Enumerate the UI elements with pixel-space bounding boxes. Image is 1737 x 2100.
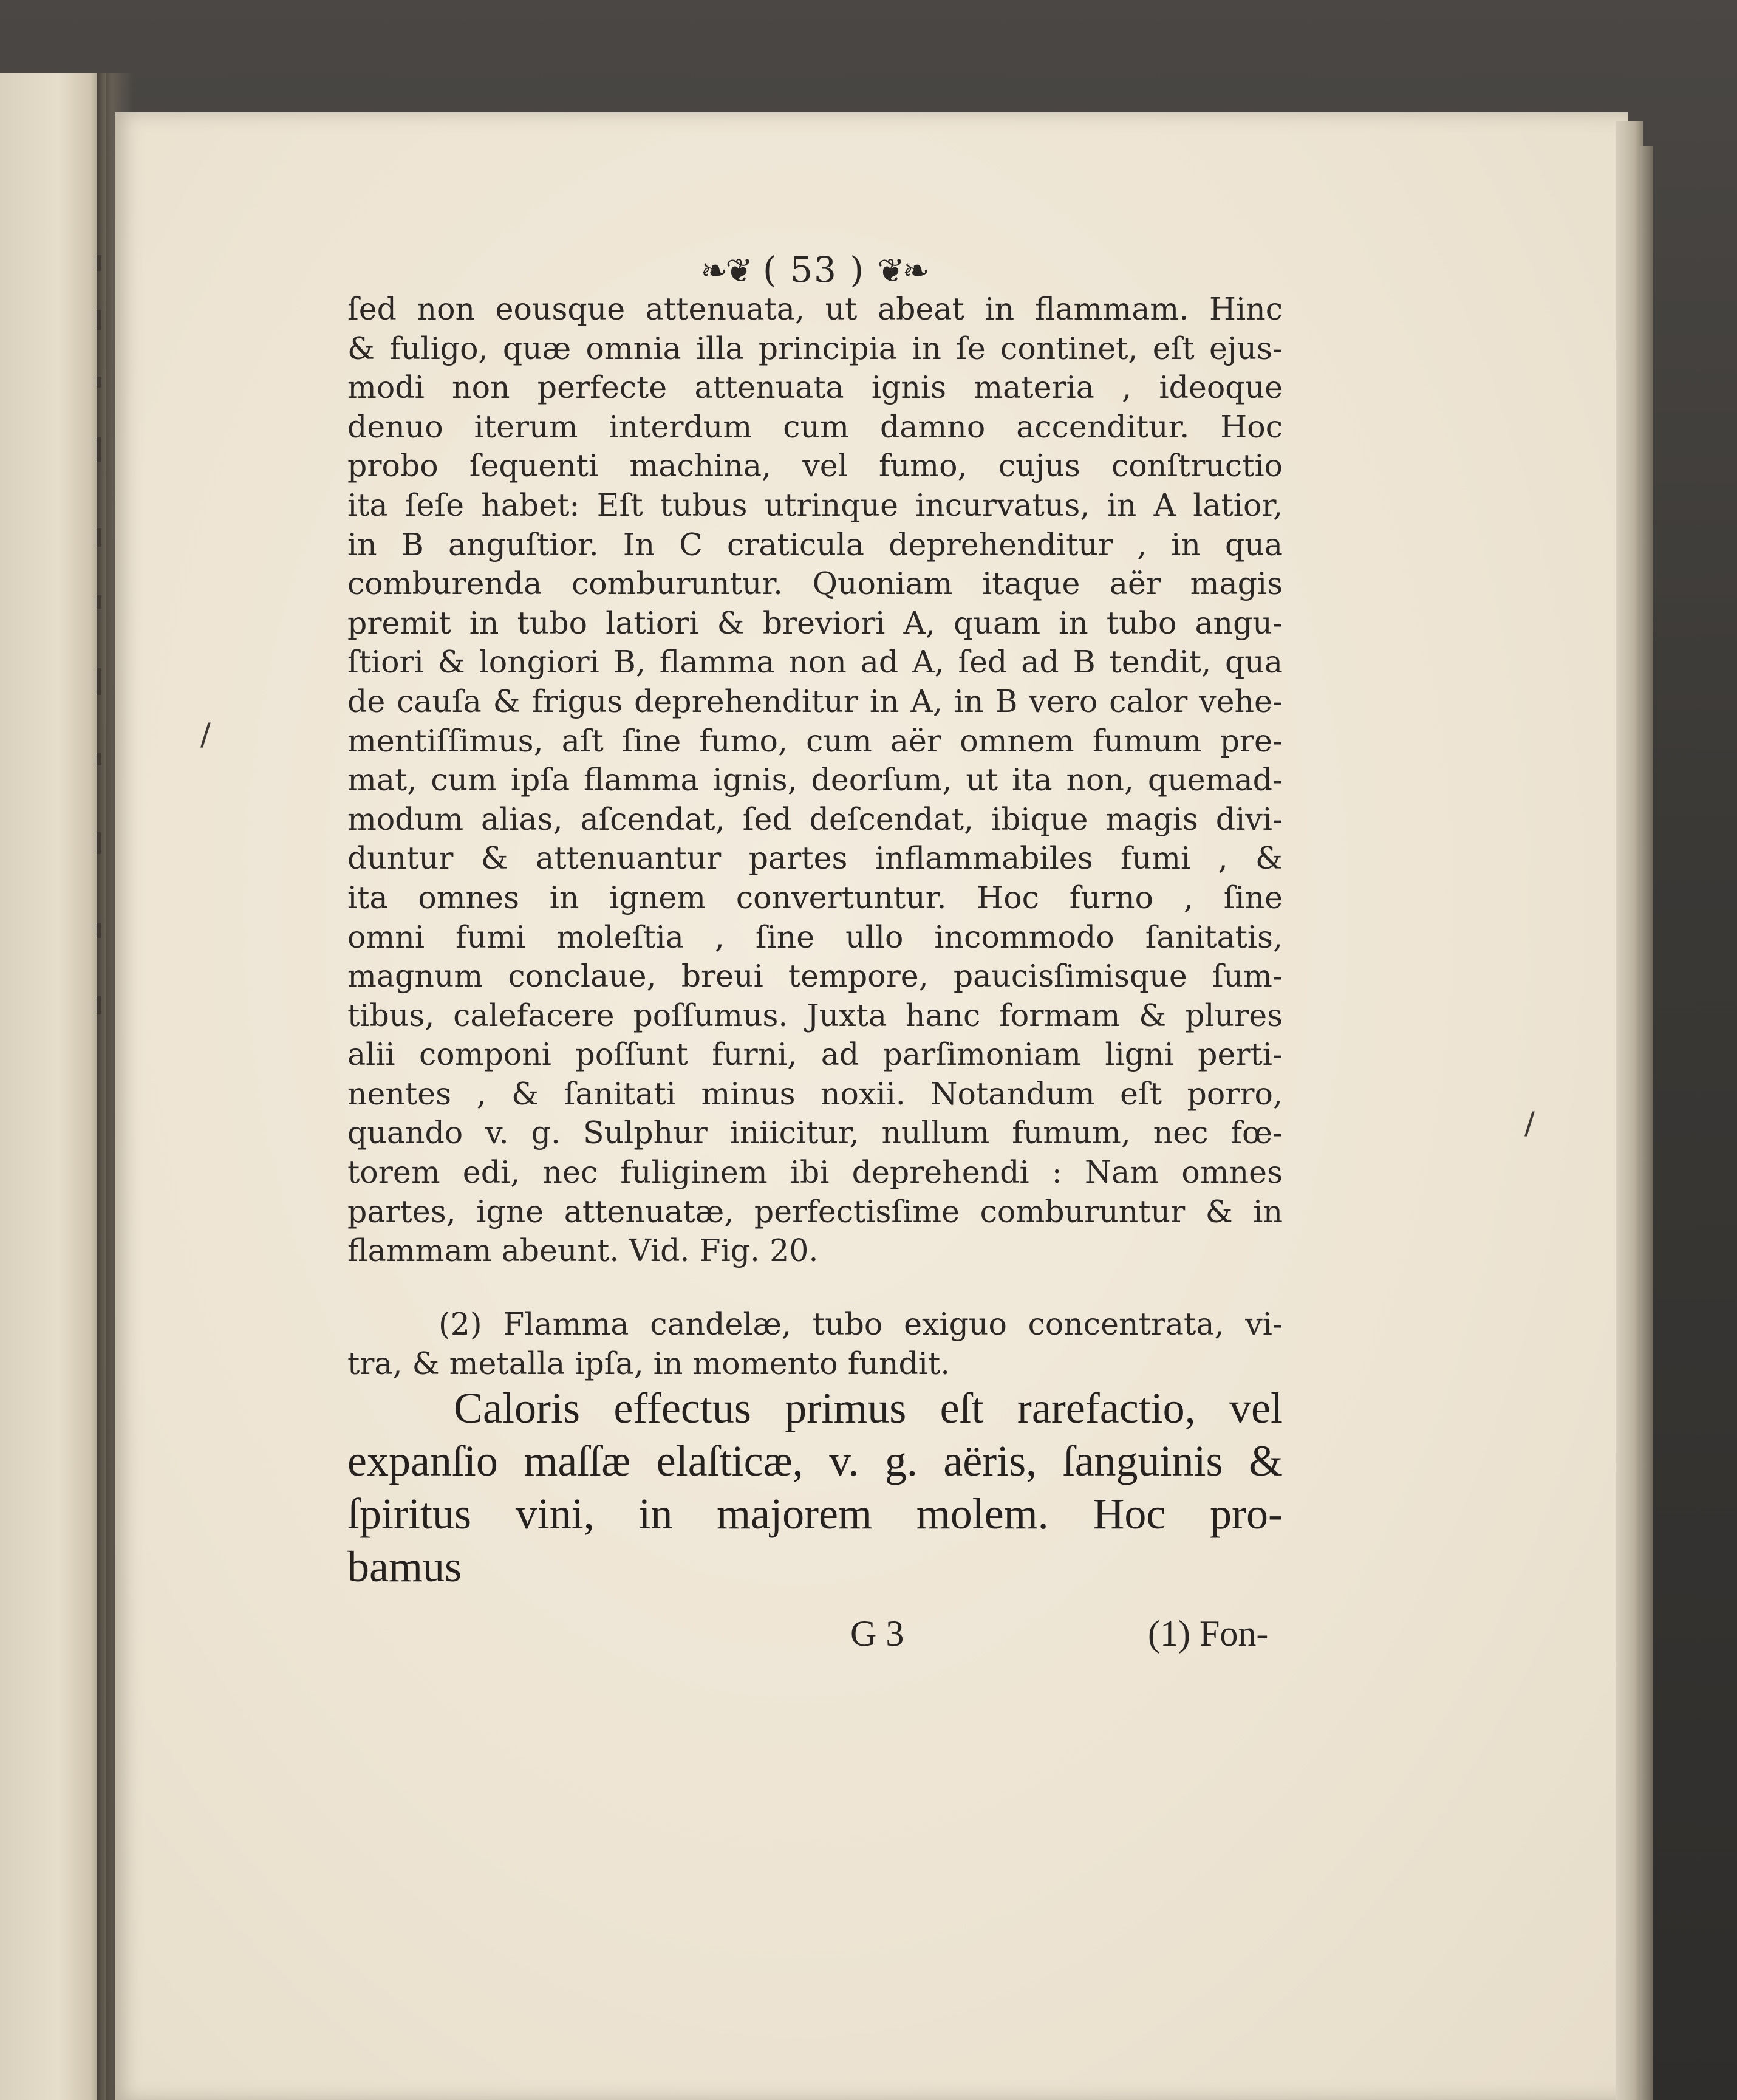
text-line: torem edi, nec fuliginem ibi deprehendi : Nam omnes	[347, 1154, 1283, 1191]
text-line: flammam abeunt. Vid. Fig. 20.	[347, 1233, 819, 1269]
page-edge-shadow	[1640, 146, 1653, 2100]
text-line: premit in tubo latiori & breviori A, quam in tubo angu-	[347, 604, 1283, 641]
text-line: bamus	[347, 1542, 462, 1591]
ornament-right: ❦❧	[877, 251, 927, 290]
text-line: partes, igne attenuatæ, perfectisſime comburuntur & in	[347, 1193, 1283, 1230]
text-line: expanſio maſſæ elaſticæ, v. g. aëris, ſanguinis &	[347, 1437, 1283, 1485]
text-line: & fuligo, quæ omnia illa principia in ſe continet, eſt ejus-	[347, 330, 1283, 366]
text-line: nentes , & ſanitati minus noxii. Notandum eſt porro,	[347, 1075, 1283, 1112]
body-paragraph	[347, 290, 1283, 1271]
text-line: ſpiritus vini, in majorem molem. Hoc pro-	[347, 1489, 1283, 1538]
text-line: tra, & metalla ipſa, in momento fundit.	[347, 1345, 950, 1381]
text-line: modi non perfecte attenuata ignis materia , ideoque	[347, 369, 1283, 406]
text-line: ita omnes in ignem convertuntur. Hoc furno , ſine	[347, 879, 1283, 915]
text-line: duntur & attenuantur partes inflammabiles fumi , &	[347, 840, 1283, 877]
left-facing-page	[0, 73, 106, 2100]
running-head	[692, 249, 935, 290]
main-paragraph	[347, 1382, 1283, 1593]
footnote-2	[347, 1305, 1283, 1383]
text-line: ſed non eousque attenuata, ut abeat in flammam. Hinc	[347, 291, 1283, 327]
text-line: Caloris effectus primus eſt rarefactio, vel	[454, 1384, 1283, 1432]
ornament-left: ❧❦	[700, 251, 751, 290]
text-line: omni fumi moleſtia , ſine ullo incommodo ſanitatis,	[347, 918, 1283, 955]
text-line: modum alias, aſcendat, ſed deſcendat, ibique magis divi-	[347, 801, 1283, 837]
text-line: tibus, calefacere poſſumus. Juxta hanc formam & plures	[347, 997, 1283, 1033]
text-line: quando v. g. Sulphur iniicitur, nullum fumum, nec fœ-	[347, 1115, 1283, 1151]
text-line: mentiſſimus, aſt ſine fumo, cum aër omnem fumum pre-	[347, 722, 1283, 759]
stray-mark: /	[200, 717, 211, 752]
text-line: de cauſa & frigus deprehenditur in A, in B vero calor vehe-	[347, 683, 1283, 719]
text-line: ita ſeſe habet: Eſt tubus utrinque incurvatus, in A latior,	[347, 487, 1283, 523]
page-number: ( 53 )	[763, 249, 865, 290]
text-line: mat, cum ipſa flamma ignis, deorſum, ut ita non, quemad-	[347, 762, 1283, 798]
text-line: magnum conclaue, breui tempore, paucisſimisque ſum-	[347, 958, 1283, 994]
signature-mark: G 3	[850, 1613, 904, 1654]
text-line: in B anguſtior. In C craticula deprehenditur , in qua	[347, 526, 1283, 563]
catchword: (1) Fon-	[1148, 1613, 1269, 1654]
text-line: alii componi poſſunt furni, ad parſimoniam ligni perti-	[347, 1036, 1283, 1073]
page-edge-leaves	[1616, 121, 1643, 2100]
text-line: probo ſequenti machina, vel fumo, cujus conſtructio	[347, 448, 1283, 484]
text-line: ſtiori & longiori B, flamma non ad A, ſed ad B tendit, qua	[347, 644, 1283, 680]
stray-mark: /	[1524, 1106, 1535, 1141]
text-line: denuo iterum interdum cum damno accenditur. Hoc	[347, 408, 1283, 445]
text-line: (2) Flamma candelæ, tubo exiguo concentrata, vi-	[439, 1306, 1283, 1342]
text-line: comburenda comburuntur. Quoniam itaque aër magis	[347, 566, 1283, 602]
